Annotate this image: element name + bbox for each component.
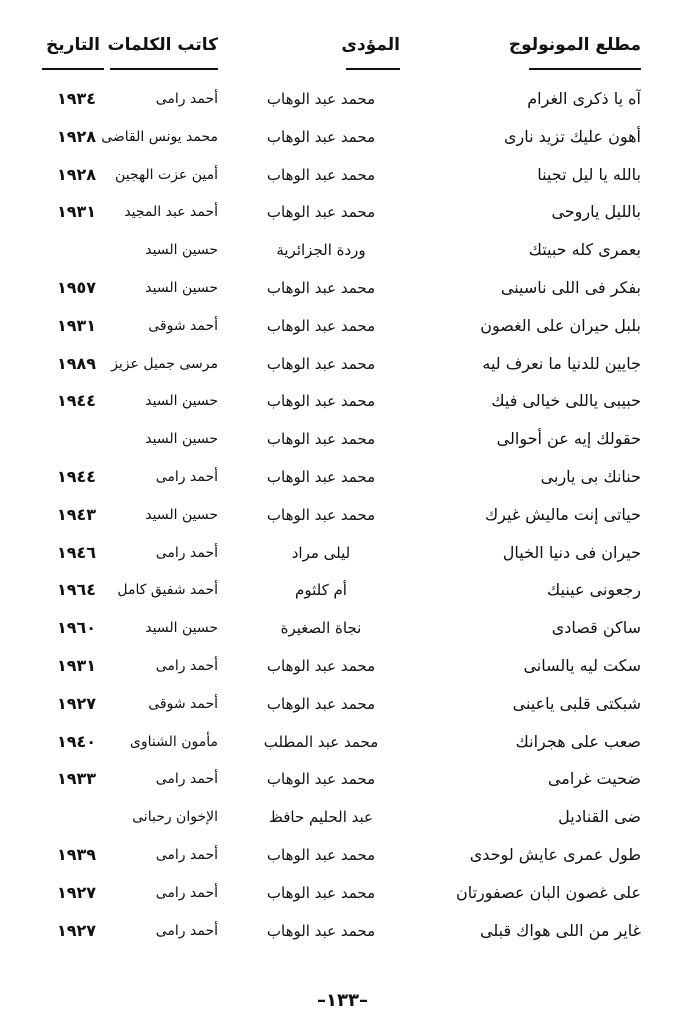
singer-name: محمد عبد الوهاب (266, 468, 376, 486)
header-date: التاريخ (42, 30, 104, 70)
song-title: بعمرى كله حبيتك (528, 240, 641, 260)
table-row (0, 838, 685, 872)
year: ١٩٤٤ (56, 391, 96, 411)
lyricist-name: أحمد شوقى (148, 317, 218, 334)
song-title: رجعونى عينيك (547, 580, 641, 600)
lyricist-name: أحمد عبد المجيد (124, 204, 218, 221)
lyricist-name: محمد يونس القاضى (101, 128, 218, 145)
table-row (0, 649, 685, 683)
year: ١٩٣١ (56, 656, 96, 675)
lyricist-name: أحمد رامى (155, 658, 218, 674)
year: ١٩٤٤ (56, 467, 96, 486)
table-row (0, 309, 685, 343)
year: ١٩٣١ (56, 202, 96, 222)
lyricist-name: حسين السيد (145, 506, 218, 523)
song-title: بلبل حيران على الغصون (480, 315, 641, 335)
lyricist-name: أحمد رامى (155, 544, 218, 561)
song-title: أهون عليك تزيد نارى (503, 126, 641, 146)
table-row (0, 347, 685, 381)
lyricist-name: أحمد رامى (155, 847, 218, 863)
singer-name: محمد عبد الوهاب (266, 921, 376, 940)
table-row (0, 914, 685, 948)
year: ١٩٤٦ (56, 542, 96, 562)
year: ١٩٣٣ (56, 769, 96, 789)
lyricist-name: مرسى جميل عزيز (111, 355, 218, 372)
lyricist-name: أحمد شوقى (148, 695, 218, 712)
table-row (0, 384, 685, 418)
song-title: شبكتى قلبى ياعينى (512, 693, 641, 713)
lyricist-name: أحمد شفيق كامل (117, 582, 218, 599)
table-row (0, 233, 685, 267)
song-title: بالليل ياروحى (551, 202, 641, 222)
song-title: ساكن قصادى (551, 618, 641, 638)
song-title: حبيبى ياللى خيالى فيك (491, 391, 641, 411)
year: ١٩٤٣ (56, 504, 96, 524)
song-title: آه يا ذكرى الغرام (527, 89, 641, 108)
lyricist-name: أحمد رامى (155, 91, 218, 107)
song-title: ضحيت غرامى (547, 769, 641, 789)
lyricist-name: أحمد رامى (155, 922, 218, 939)
year: ١٩٦٠ (56, 618, 96, 638)
song-title: حقولك إيه عن أحوالى (496, 429, 641, 449)
table-row (0, 82, 685, 116)
song-title: بالله يا ليل تجينا (537, 164, 641, 184)
singer-name: ليلى مراد (291, 543, 351, 562)
year: ١٩٢٨ (56, 126, 96, 146)
table-row (0, 687, 685, 721)
singer-name: وردة الجزائرية (276, 241, 366, 260)
table-row (0, 422, 685, 456)
song-title: صعب على هجرانك (515, 731, 641, 751)
lyricist-name: حسين السيد (145, 242, 218, 259)
singer-name: محمد عبد الوهاب (266, 846, 376, 864)
lyricist-name: أحمد رامى (155, 469, 218, 485)
year: ١٩٢٨ (56, 164, 96, 184)
lyricist-name: مأمون الشناوى (129, 733, 218, 750)
singer-name: محمد عبد الوهاب (266, 316, 376, 335)
lyricist-name: الإخوان رحبانى (132, 809, 218, 826)
singer-name: محمد عبد المطلب (263, 732, 379, 751)
lyricist-name: حسين السيد (145, 393, 218, 410)
year: ١٩٢٧ (56, 693, 96, 713)
table-row (0, 876, 685, 910)
year: ١٩٣٤ (56, 89, 96, 108)
table-row (0, 573, 685, 607)
table-row (0, 460, 685, 494)
year: ١٩٥٧ (56, 278, 96, 297)
table-row (0, 195, 685, 229)
singer-name: محمد عبد الوهاب (266, 505, 376, 524)
song-title: حيران فى دنيا الخيال (502, 542, 641, 562)
year: ١٩٢٧ (56, 920, 96, 940)
year (40, 233, 96, 267)
lyricist-name: حسين السيد (145, 280, 218, 296)
singer-name: عبد الحليم حافظ (268, 808, 374, 827)
year (40, 422, 96, 456)
song-title: ضى القناديل (558, 807, 641, 827)
header-song: مطلع المونولوج (529, 30, 641, 70)
singer-name: محمد عبد الوهاب (266, 430, 376, 449)
year: ١٩٢٧ (56, 882, 96, 902)
singer-name: محمد عبد الوهاب (266, 392, 376, 411)
song-title: على غصون البان عصفورتان (455, 882, 641, 902)
singer-name: نجاة الصغيرة (280, 619, 362, 638)
singer-name: محمد عبد الوهاب (266, 883, 376, 902)
song-title: غاير من اللى هواك قبلى (479, 920, 641, 940)
page-number: –١٣٣– (317, 990, 368, 1011)
song-title: حياتى إنت ماليش غيرك (484, 504, 641, 524)
table-row (0, 271, 685, 305)
song-title: سكت ليه يالسانى (523, 656, 641, 675)
singer-name: محمد عبد الوهاب (266, 203, 376, 222)
singer-name: محمد عبد الوهاب (266, 657, 376, 675)
singer-name: محمد عبد الوهاب (266, 694, 376, 713)
song-title: جايين للدنيا ما نعرف ليه (482, 353, 641, 373)
table-row (0, 762, 685, 796)
singer-name: محمد عبد الوهاب (266, 90, 376, 108)
year: ١٩٣١ (56, 315, 96, 335)
singer-name: محمد عبد الوهاب (266, 127, 376, 146)
lyricist-name: أحمد رامى (155, 884, 218, 901)
singer-name: محمد عبد الوهاب (266, 354, 376, 373)
singer-name: أم كلثوم (295, 581, 347, 600)
table-row (0, 800, 685, 834)
table-row (0, 536, 685, 570)
table-row (0, 498, 685, 532)
lyricist-name: أمين عزت الهجين (115, 166, 218, 183)
year: ١٩٨٩ (56, 353, 96, 373)
song-title: طول عمرى عايش لوحدى (469, 845, 641, 864)
year: ١٩٦٤ (56, 580, 96, 600)
lyricist-name: حسين السيد (145, 431, 218, 448)
year (40, 800, 96, 834)
year: ١٩٤٠ (56, 731, 96, 751)
singer-name: محمد عبد الوهاب (266, 279, 376, 297)
song-title: بفكر فى اللى ناسينى (500, 278, 641, 297)
lyricist-name: أحمد رامى (155, 771, 218, 788)
year: ١٩٣٩ (56, 845, 96, 864)
table-row (0, 725, 685, 759)
table-row (0, 120, 685, 154)
table-row (0, 158, 685, 192)
singer-name: محمد عبد الوهاب (266, 165, 376, 184)
header-writer: كاتب الكلمات (110, 30, 218, 70)
singer-name: محمد عبد الوهاب (266, 770, 376, 789)
table-row (0, 611, 685, 645)
song-title: حنانك بى ياربى (540, 467, 641, 486)
lyricist-name: حسين السيد (145, 620, 218, 637)
header-singer: المؤدى (346, 30, 400, 70)
